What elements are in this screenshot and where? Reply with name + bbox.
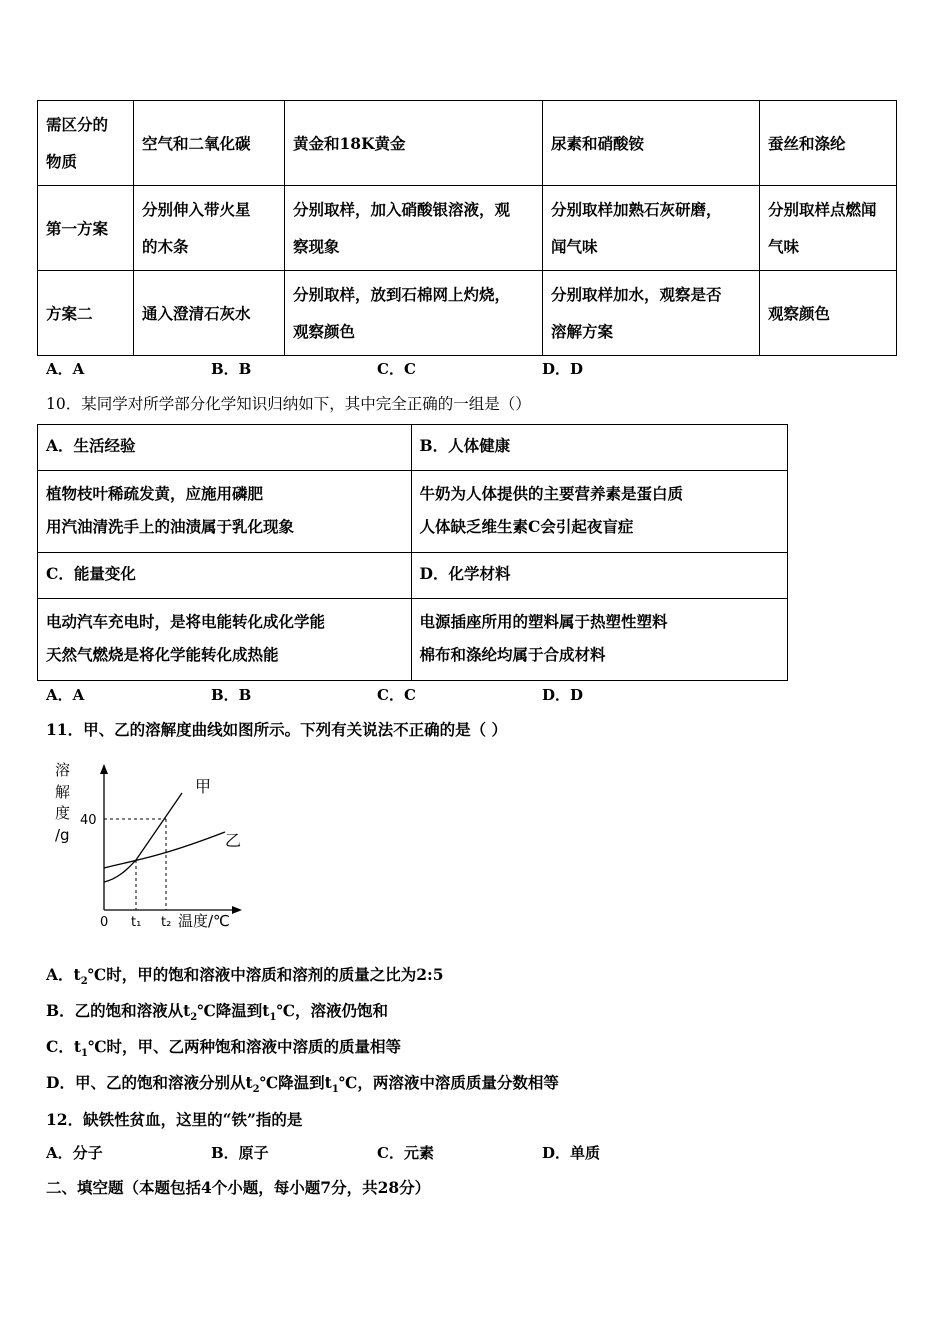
cell-header-urea: 尿素和硝酸铵 <box>543 101 760 186</box>
cell-plan2-silk: 观察颜色 <box>760 271 897 356</box>
graph-origin: 0 <box>100 915 109 930</box>
cell-plan2-air: 通入澄清石灰水 <box>134 271 285 356</box>
q11-stem: 11．甲、乙的溶解度曲线如图所示。下列有关说法不正确的是（ ） <box>46 720 507 739</box>
cell-header-gold: 黄金和18K黄金 <box>285 101 543 186</box>
cell-header-air-co2: 空气和二氧化碳 <box>134 101 285 186</box>
graph-curve-jia <box>104 793 182 882</box>
cell-b-content: 牛奶为人体提供的主要营养素是蛋白质 人体缺乏维生素C会引起夜盲症 <box>411 471 788 553</box>
solubility-graph <box>45 755 255 935</box>
graph-ylabel-2: 解 <box>55 783 71 801</box>
q12-option-a[interactable]: A．分子 <box>46 1144 103 1162</box>
graph-y-arrow <box>100 764 108 774</box>
cell-plan1-gold: 分别取样，加入硝酸银溶液，观 察现象 <box>285 186 543 271</box>
q12-option-b[interactable]: B．原子 <box>211 1144 269 1162</box>
q9-option-a[interactable]: A．A <box>46 360 85 378</box>
cell-a-title: A．生活经验 <box>38 425 412 471</box>
graph-t2: t₂ <box>161 915 172 930</box>
graph-t1: t₁ <box>131 915 142 930</box>
q11-option-b[interactable]: B．乙的饱和溶液从$t_2℃$降温到$t_1℃$，溶液仍饱和 <box>46 1001 389 1024</box>
q10-option-c[interactable]: C．C <box>377 686 416 704</box>
graph-ylabel-1: 溶 <box>55 761 71 779</box>
cell-plan1-silk: 分别取样点燃闻 气味 <box>760 186 897 271</box>
q10-option-b[interactable]: B．B <box>211 686 252 704</box>
cell-d-title: D．化学材料 <box>411 553 788 599</box>
q11-option-a[interactable]: A．$t_2℃$时，甲的饱和溶液中溶质和溶剂的质量之比为2:5 <box>46 965 444 988</box>
graph-xlabel: 温度/℃ <box>178 912 230 930</box>
cell-plan1-urea: 分别取样加熟石灰研磨， 闻气味 <box>543 186 760 271</box>
section-2-heading: 二、填空题（本题包括4个小题，每小题7分，共28分） <box>46 1178 431 1197</box>
q10-option-a[interactable]: A．A <box>46 686 85 704</box>
cell-plan1-air: 分别伸入带火星 的木条 <box>134 186 285 271</box>
graph-x-arrow <box>232 906 242 914</box>
q12-option-c[interactable]: C．元素 <box>377 1144 434 1162</box>
cell-c-content: 电动汽车充电时，是将电能转化成化学能 天然气燃烧是将化学能转化成热能 <box>38 599 412 681</box>
cell-d-content: 电源插座所用的塑料属于热塑性塑料 棉布和涤纶均属于合成材料 <box>411 599 788 681</box>
cell-header-silk: 蚕丝和涤纶 <box>760 101 897 186</box>
cell-plan1-label: 第一方案 <box>38 186 134 271</box>
q12-stem: 12．缺铁性贫血，这里的“铁”指的是 <box>46 1110 303 1129</box>
cell-plan2-urea: 分别取样加水，观察是否 溶解方案 <box>543 271 760 356</box>
graph-curve-yi <box>104 832 225 868</box>
graph-ylabel-3: 度 <box>55 804 71 822</box>
cell-plan2-gold: 分别取样，放到石棉网上灼烧， 观察颜色 <box>285 271 543 356</box>
cell-c-title: C．能量变化 <box>38 553 412 599</box>
q9-option-d[interactable]: D．D <box>542 360 584 378</box>
q11-option-c[interactable]: C．$t_1℃$时，甲、乙两种饱和溶液中溶质的质量相等 <box>46 1037 402 1060</box>
cell-a-content: 植物枝叶稀疏发黄，应施用磷肥 用汽油清洗手上的油渍属于乳化现象 <box>38 471 412 553</box>
q10-option-d[interactable]: D．D <box>542 686 584 704</box>
cell-header-label: 需区分的 物质 <box>38 101 134 186</box>
cell-plan2-label: 方案二 <box>38 271 134 356</box>
q12-option-d[interactable]: D．单质 <box>542 1144 601 1162</box>
comparison-table <box>37 100 897 356</box>
knowledge-table <box>37 424 788 681</box>
graph-curve-yi-label: 乙 <box>225 831 242 850</box>
q9-option-b[interactable]: B．B <box>211 360 252 378</box>
graph-y-value: 40 <box>80 813 97 828</box>
graph-ylabel-4: /g <box>55 826 70 844</box>
q10-stem: 10．某同学对所学部分化学知识归纳如下，其中完全正确的一组是（） <box>46 395 531 413</box>
cell-b-title: B．人体健康 <box>411 425 788 471</box>
q11-option-d[interactable]: D．甲、乙的饱和溶液分别从$t_2℃$降温到$t_1℃$，两溶液中溶质质量分数相等 <box>46 1073 559 1096</box>
q9-option-c[interactable]: C．C <box>377 360 416 378</box>
graph-curve-jia-label: 甲 <box>195 777 212 796</box>
